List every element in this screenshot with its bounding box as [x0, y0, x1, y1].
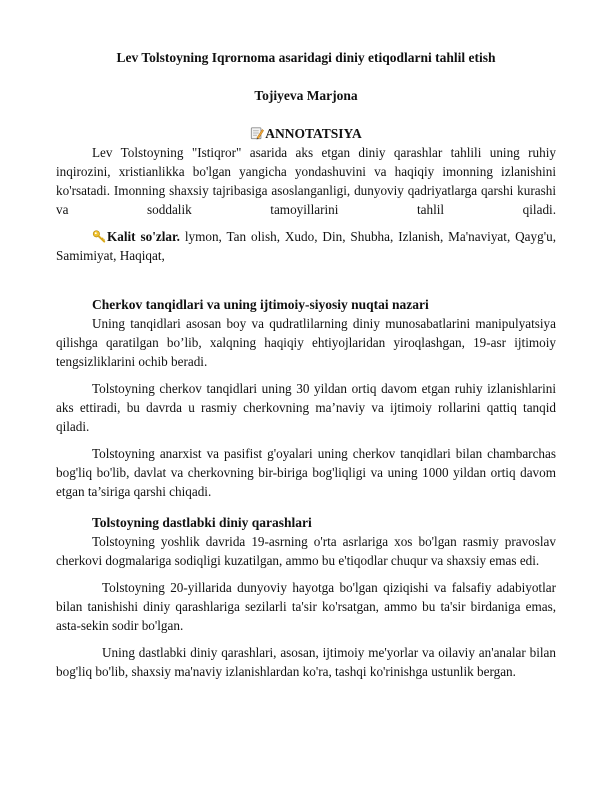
section-heading: Tolstoyning dastlabki diniy qarashlari: [92, 515, 312, 530]
document-title: Lev Tolstoyning Iqrornoma asaridagi diniy etiqodlarni tahlil etish: [116, 50, 496, 65]
keywords-text: lymon, Tan olish, Xudo, Din, Shubha, Izlanish, Ma'naviyat, Qayg'u, Samimiyat, Haqiqat,: [56, 229, 556, 263]
section-paragraph: Uning tanqidlari asosan boy va qudratlilarning diniy munosabatlarini manipulyatsiya qilishga qaratilgan bo’lib, xalqning haqiqiy ehtiyojlaridan yiroqlashgan, 19-asr ijtimoiy tengsizliklarini ochib beradi.: [56, 316, 556, 369]
key-icon: [92, 229, 106, 243]
section-paragraph: Uning dastlabki diniy qarashlari, asosan, ijtimoiy me'yorlar va oilaviy an'analar bilan bog'liq bo'lib, shaxsiy ma'naviy izlanishlardan ko'ra, tashqi ko'rinishga ustunlik bergan.: [56, 645, 556, 679]
section-paragraph: Tolstoyning anarxist va pasifist g'oyalari uning cherkov tanqidlari bilan chambarchas bog'liq bo'lib, davlat va cherkovning bir-biriga bog'liqligi va uning 1000 yildan ortiq davom etgan ta’siriga qarshi chiqadi.: [56, 446, 556, 499]
section-paragraph: Tolstoyning 20-yillarida dunyoviy hayotga bo'lgan qiziqishi va falsafiy adabiyotlar bilan tanishishi diniy qarashlariga sezilarli ta'sir ko'rsatgan, ammo bu ta'sir birdaniga emas, asta-sekin sodir bo'lgan.: [56, 580, 556, 633]
section-paragraph: Tolstoyning cherkov tanqidlari uning 30 yildan ortiq davom etgan ruhiy izlanishlarini aks ettiradi, bu davrda u rasmiy cherkovning ma’naviy va ijtimoiy rollarini qattiq tanqid qiladi.: [56, 381, 556, 434]
memo-pencil-icon: [250, 126, 264, 140]
section-paragraph: Tolstoyning yoshlik davrida 19-asrning o'rta asrlariga xos bo'lgan rasmiy pravoslav cherkovi dogmalariga sodiqligi kuzatilgan, ammo bu e'tiqodlar chuqur va shaxsiy emas edi.: [56, 534, 556, 568]
annotation-heading-text: ANNOTATSIYA: [265, 126, 362, 141]
annotation-heading: [56, 124, 556, 143]
section-heading: Cherkov tanqidlari va uning ijtimoiy-siyosiy nuqtai nazari: [92, 297, 429, 312]
annotation-text: Lev Tolstoyning "Istiqror" asarida aks etgan diniy qarashlar tahlili uning ruhiy inqirozini, xristianlikka bo'lgan yangicha yondashuvini va haqiqiy imonning izlanishini ko'rsatadi. Imonning shaxsiy tajribasiga asoslanganligi, dunyoviy qadriyatlarga qarshi kurashi va soddalik tamoyillarini tahlil qiladi.: [56, 145, 556, 217]
keywords-label: Kalit so'zlar.: [107, 229, 180, 244]
keywords-paragraph: [56, 227, 556, 265]
document-author: Tojiyeva Marjona: [254, 88, 358, 103]
